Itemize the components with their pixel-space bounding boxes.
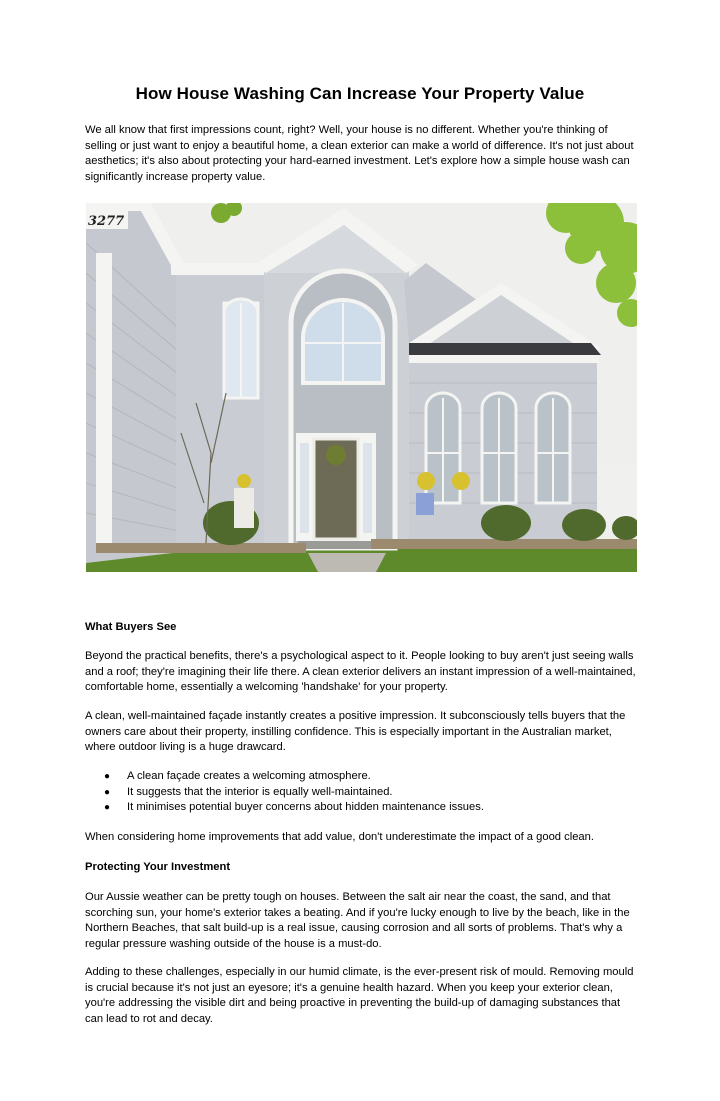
house-number-label: 3277 [88,214,125,229]
list-item [85,785,640,801]
house-photo [86,203,637,572]
paragraph: A clean, well-maintained façade instantly creates a positive impression. It subconsciously tells buyers that the owners care about their property, instilling confidence. This is especially important in the Australian market, where outdoor living is a huge drawcard. [85,710,626,754]
page-title: How House Washing Can Increase Your Property Value [135,84,585,103]
list-item-text: A clean façade creates a welcoming atmosphere. [127,770,371,782]
list-item [85,769,640,785]
section-heading-protecting-investment: Protecting Your Investment [85,861,231,873]
paragraph: Beyond the practical benefits, there's a psychological aspect to it. People looking to buy aren't just seeing walls and a roof; they're imagining their life there. A clean exterior delivers an instant impression of a well-maintained, comfortable home, essentially a welcoming 'handshake' for your property. [85,650,636,694]
paragraph: Our Aussie weather can be pretty tough on houses. Between the salt air near the coast, the sand, and that scorching sun, your home's exterior takes a beating. And if you're lucky enough to live by the beach, like in the Northern Beaches, that salt build-up is a real issue, causing corrosion and all sorts of problems. That's why a regular pressure washing outside of the house is a must-do. [85,891,630,950]
bullet-icon: ● [104,771,111,782]
paragraph: Adding to these challenges, especially in our humid climate, is the ever-present risk of mould. Removing mould is crucial because it's not just an eyesore; it's a genuine health hazard. When you keep your exterior clean, you're addressing the visible dirt and being proactive in preventing the build-up of damaging substances that can lead to rot and decay. [85,966,634,1025]
paragraph: When considering home improvements that add value, don't underestimate the impact of a good clean. [85,831,594,843]
list-item [85,800,640,816]
bullet-list [85,769,640,816]
bullet-icon: ● [104,802,111,814]
list-item-text: It minimises potential buyer concerns about hidden maintenance issues. [127,801,484,814]
bullet-icon: ● [104,786,111,798]
list-item-text: It suggests that the interior is equally well-maintained. [127,785,393,798]
intro-paragraph: We all know that first impressions count, right? Well, your house is no different. Whether you're thinking of selling or just want to enjoy a beautiful home, a clean exterior can make a world of difference. It's not just about aesthetics; it's also about protecting your hard-earned investment. Let's explore how a simple house wash can significantly increase property value. [85,124,634,183]
section-heading-what-buyers-see: What Buyers See [85,621,177,633]
